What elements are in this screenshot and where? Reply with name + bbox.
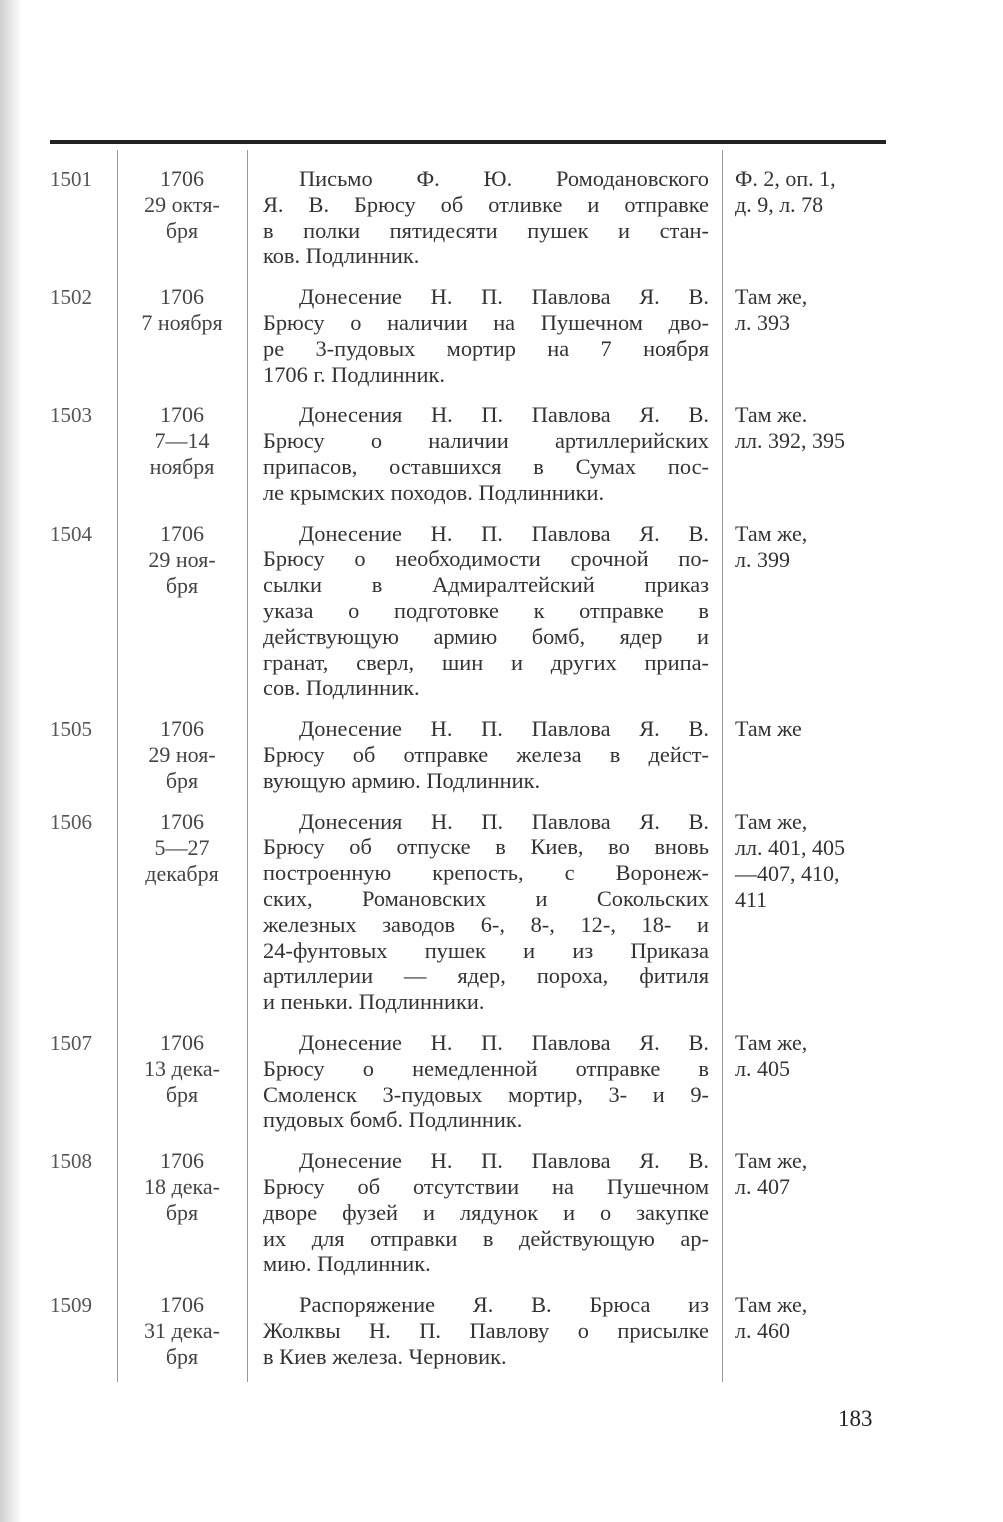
entry-date-line: 18 дека- bbox=[144, 1174, 220, 1200]
entry-description-line: 24-фунтовых пушек и из Приказа bbox=[263, 937, 709, 963]
entry-description-line: построенную крепость, с Воронеж- bbox=[263, 860, 709, 886]
entry-description bbox=[263, 402, 709, 505]
entry-reference-line: л. 407 bbox=[735, 1174, 790, 1200]
entry-description bbox=[263, 716, 709, 793]
entry-date-line: 31 дека- bbox=[144, 1318, 220, 1344]
entry-reference-line: д. 9, л. 78 bbox=[735, 192, 824, 217]
entry-description-line: гранат, сверл, шин и других припа- bbox=[263, 649, 709, 675]
entry-date-line: 1706 bbox=[160, 1148, 204, 1174]
entry-reference-line: Там же, bbox=[735, 808, 808, 834]
entry-reference-line: Там же. bbox=[735, 402, 808, 428]
entry-number: 1502 bbox=[50, 285, 92, 310]
entry-description-line: Я. В. Брюсу об отливке и отправке bbox=[263, 191, 709, 217]
entry-archive-reference bbox=[735, 1292, 895, 1344]
entry-archive-reference bbox=[735, 521, 895, 573]
entry-date bbox=[122, 1292, 242, 1370]
entry-number: 1505 bbox=[50, 717, 92, 742]
page-number: 183 bbox=[838, 1406, 873, 1431]
entry-description-line: в Киев железа. Черновик. bbox=[263, 1343, 507, 1369]
entry-date-line: бря bbox=[165, 572, 199, 598]
entry-description bbox=[263, 1292, 709, 1369]
column-divider-2 bbox=[247, 150, 248, 1382]
entry-date bbox=[122, 521, 242, 599]
entry-date bbox=[122, 1030, 242, 1108]
entry-number: 1504 bbox=[50, 521, 92, 546]
entry-reference-line: Там же bbox=[735, 716, 802, 742]
entry-number: 1503 bbox=[50, 403, 92, 428]
entry-description bbox=[263, 166, 709, 269]
entry-reference-line: Там же, bbox=[735, 1292, 808, 1318]
entry-date bbox=[122, 809, 242, 887]
column-divider-1 bbox=[117, 150, 118, 1382]
entry-date-line: 1706 bbox=[160, 1030, 204, 1055]
entry-description-line: Брюсу о необходимости срочной по- bbox=[263, 546, 709, 572]
entry-date bbox=[122, 402, 242, 480]
entry-archive-reference bbox=[735, 1148, 895, 1200]
entry-date-line: ноября bbox=[149, 454, 215, 480]
entry-date-line: бря bbox=[165, 218, 199, 243]
entry-description-line: их для отправки в действующую ар- bbox=[263, 1225, 709, 1251]
entry-description-line: Жолквы Н. П. Павлову о присылке bbox=[263, 1317, 709, 1343]
entry-description-line: Донесение Н. П. Павлова Я. В. bbox=[299, 1030, 709, 1055]
entry-description-line: Брюсу о наличии артиллерийских bbox=[263, 428, 709, 454]
entry-date bbox=[122, 284, 242, 336]
entry-archive-reference bbox=[735, 716, 895, 742]
entry-description bbox=[263, 521, 709, 702]
entry-reference-line: —407, 410, bbox=[735, 860, 840, 886]
entry-number: 1501 bbox=[50, 167, 92, 191]
entry-number: 1509 bbox=[50, 1293, 92, 1318]
entry-description-line: действующую армию бомб, ядер и bbox=[263, 623, 709, 649]
entry-description-line: Донесения Н. П. Павлова Я. В. bbox=[299, 402, 709, 428]
entry-description-line: Брюсу о немедленной отправке в bbox=[263, 1055, 709, 1081]
entry-date-line: 29 ноя- bbox=[148, 546, 216, 572]
column-divider-3 bbox=[722, 150, 723, 1382]
entry-reference-line: л. 405 bbox=[735, 1056, 790, 1081]
entry-date-line: 1706 bbox=[160, 166, 204, 191]
entry-date-line: 1706 bbox=[160, 716, 204, 742]
entry-reference-line: лл. 401, 405 bbox=[735, 834, 845, 860]
entry-reference-line: л. 393 bbox=[735, 310, 790, 336]
entry-reference-line: Там же, bbox=[735, 1148, 808, 1174]
entry-description bbox=[263, 1030, 709, 1133]
entry-archive-reference bbox=[735, 1030, 895, 1082]
entry-description-line: Донесение Н. П. Павлова Я. В. bbox=[299, 1148, 709, 1174]
entry-archive-reference bbox=[735, 402, 895, 454]
entry-description-line: и пеньки. Подлинники. bbox=[263, 989, 485, 1015]
entry-date-line: 1706 bbox=[160, 808, 204, 834]
entry-date-line: 7 ноября bbox=[141, 310, 223, 336]
entry-description-line: Брюсу об отправке железа в дейст- bbox=[263, 741, 709, 767]
entry-number: 1506 bbox=[50, 809, 92, 834]
entry-date-line: 1706 bbox=[160, 1292, 204, 1318]
entry-description-line: железных заводов 6-, 8-, 12-, 18- и bbox=[263, 911, 709, 937]
entry-number: 1507 bbox=[50, 1031, 92, 1055]
entry-reference-line: Там же, bbox=[735, 284, 808, 310]
entry-description bbox=[263, 1148, 709, 1277]
table-top-rule bbox=[50, 140, 886, 144]
entry-date-line: бря bbox=[165, 1082, 199, 1107]
entry-number: 1508 bbox=[50, 1149, 92, 1174]
entry-reference-line: Ф. 2, оп. 1, bbox=[735, 166, 836, 191]
entry-description-line: Брюсу об отпуске в Киев, во вновь bbox=[263, 834, 709, 860]
entry-description-line: Донесения Н. П. Павлова Я. В. bbox=[299, 808, 709, 834]
entry-date-line: декабря bbox=[145, 860, 219, 886]
entry-description-line: припасов, оставшихся в Сумах пос- bbox=[263, 453, 709, 479]
entry-date-line: бря bbox=[165, 1200, 199, 1226]
entry-description bbox=[263, 809, 709, 1015]
entry-description-line: сылки в Адмиралтейский приказ bbox=[263, 572, 709, 598]
entry-description-line: мию. Подлинник. bbox=[263, 1251, 431, 1277]
entry-description-line: Письмо Ф. Ю. Ромодановского bbox=[299, 166, 709, 191]
entry-reference-line: 411 bbox=[735, 886, 768, 912]
entry-description-line: ских, Романовских и Сокольских bbox=[263, 885, 709, 911]
entry-date bbox=[122, 1148, 242, 1226]
page-edge-shadow bbox=[0, 0, 22, 1522]
entry-description-line: Брюсу о наличии на Пушечном дво- bbox=[263, 309, 709, 335]
entry-reference-line: л. 399 bbox=[735, 546, 790, 572]
entry-description-line: дворе фузей и лядунок и о закупке bbox=[263, 1199, 709, 1225]
entry-reference-line: л. 460 bbox=[735, 1318, 790, 1344]
entry-description-line: в полки пятидесяти пушек и стан- bbox=[263, 217, 709, 243]
entry-date-line: 7—14 bbox=[154, 428, 210, 454]
entry-date-line: бря bbox=[165, 1344, 199, 1370]
entry-date-line: 13 дека- bbox=[144, 1056, 220, 1081]
entry-date-line: 29 ноя- bbox=[148, 742, 216, 768]
entry-date-line: 1706 bbox=[160, 402, 204, 428]
entry-description-line: Брюсу об отсутствии на Пушечном bbox=[263, 1173, 709, 1199]
entry-date-line: бря bbox=[165, 768, 199, 794]
entry-description-line: пудовых бомб. Подлинник. bbox=[263, 1107, 523, 1133]
entry-date-line: 1706 bbox=[160, 520, 204, 546]
entry-description-line: Донесение Н. П. Павлова Я. В. bbox=[299, 520, 709, 546]
entry-date bbox=[122, 166, 242, 244]
entry-description-line: ле крымских походов. Подлинники. bbox=[263, 479, 605, 505]
entry-description-line: Распоряжение Я. В. Брюса из bbox=[299, 1292, 709, 1318]
entry-archive-reference bbox=[735, 809, 895, 913]
entry-description-line: артиллерии — ядер, пороха, фитиля bbox=[263, 963, 709, 989]
entry-archive-reference bbox=[735, 284, 895, 336]
entry-description-line: ков. Подлинник. bbox=[263, 243, 420, 269]
entry-reference-line: Там же, bbox=[735, 1030, 808, 1055]
entry-date-line: 5—27 bbox=[154, 834, 210, 860]
entry-description-line: Смоленск 3-пудовых мортир, 3- и 9- bbox=[263, 1081, 709, 1107]
entry-date-line: 29 октя- bbox=[144, 192, 220, 217]
entry-description-line: Донесение Н. П. Павлова Я. В. bbox=[299, 716, 709, 742]
entry-description-line: указа о подготовке к отправке в bbox=[263, 597, 709, 623]
entry-archive-reference bbox=[735, 166, 895, 218]
entry-date-line: 1706 bbox=[160, 284, 204, 310]
entry-reference-line: лл. 392, 395 bbox=[735, 428, 845, 454]
entry-reference-line: Там же, bbox=[735, 520, 808, 546]
entry-description-line: сов. Подлинник. bbox=[263, 675, 420, 701]
entry-description-line: вующую армию. Подлинник. bbox=[263, 767, 541, 793]
entry-description-line: ре 3-пудовых мортир на 7 ноября bbox=[263, 335, 709, 361]
entry-description bbox=[263, 284, 709, 387]
entry-description-line: 1706 г. Подлинник. bbox=[263, 361, 445, 387]
entry-date bbox=[122, 716, 242, 794]
entry-description-line: Донесение Н. П. Павлова Я. В. bbox=[299, 284, 709, 310]
